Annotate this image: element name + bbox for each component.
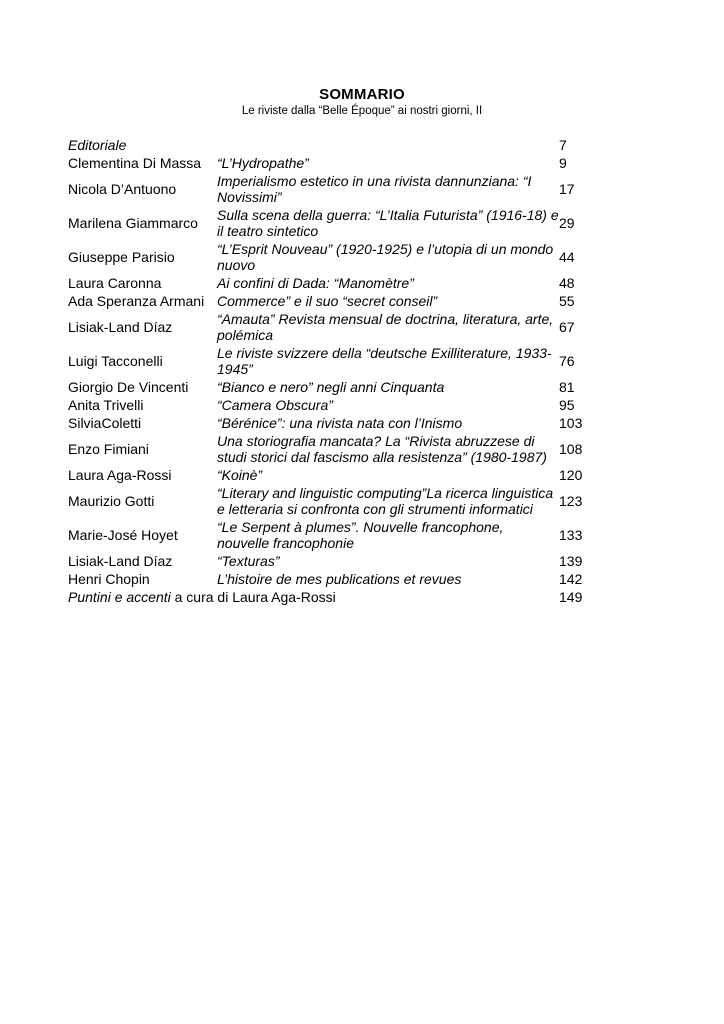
toc-row: [68, 570, 588, 588]
toc-page-number: 133: [559, 527, 583, 543]
toc-author: Luigi Tacconelli: [68, 353, 163, 369]
page-title: SOMMARIO: [319, 86, 405, 103]
toc-article-title: “Texturas”: [217, 553, 280, 569]
toc-author: Ada Speranza Armani: [68, 293, 205, 309]
toc-puntini-rest: a cura di Laura Aga-Rossi: [170, 589, 336, 605]
toc-page-number: 9: [559, 155, 567, 171]
toc-article-title: Ai confini di Dada: “Manomètre”: [217, 275, 414, 291]
toc-page-number: 142: [559, 571, 583, 587]
toc-author: Giuseppe Parisio: [68, 249, 175, 265]
toc-page-number: 7: [559, 137, 567, 153]
toc-row: [68, 206, 588, 240]
toc-page-number: 120: [559, 467, 583, 483]
toc-article-title: Sulla scena della guerra: “L’Italia Futurista” (1916-18) e il teatro sintetico: [217, 207, 559, 239]
toc-article-title: “Koinè”: [217, 467, 263, 483]
table-of-contents: [68, 136, 588, 606]
toc-page-number: 81: [559, 379, 575, 395]
toc-page-number: 44: [559, 249, 575, 265]
toc-author: Clementina Di Massa: [68, 155, 202, 171]
toc-row-puntini: [68, 588, 588, 606]
toc-row: [68, 154, 588, 172]
toc-row: [68, 310, 588, 344]
toc-article-title: “Bérénice”: una rivista nata con l’Inismo: [217, 415, 463, 431]
toc-article-title: Una storiografia mancata? La “Rivista abruzzese di studi storici dal fascismo alla resistenza” (1980-1987): [217, 433, 547, 465]
toc-page-number: 139: [559, 553, 583, 569]
toc-row: [68, 396, 588, 414]
toc-row: [68, 414, 588, 432]
toc-article-title: L’histoire de mes publications et revues: [217, 571, 462, 587]
toc-article-title: “Amauta” Revista mensual de doctrina, literatura, arte, polémica: [217, 311, 554, 343]
toc-page-number: 29: [559, 215, 575, 231]
toc-article-title: “L’Hydropathe”: [217, 155, 309, 171]
toc-author: Giorgio De Vincenti: [68, 379, 189, 395]
toc-row: [68, 240, 588, 274]
toc-row: [68, 484, 588, 518]
toc-row: [68, 378, 588, 396]
toc-author: Lisiak-Land Díaz: [68, 319, 173, 335]
toc-puntini-label: [68, 588, 559, 606]
toc-row: [68, 292, 588, 310]
toc-author: Henri Chopin: [68, 571, 150, 587]
toc-editoriale-label: Editoriale: [68, 137, 127, 153]
toc-row: [68, 552, 588, 570]
toc-page-number: 67: [559, 319, 575, 335]
toc-article-title: Commerce” e il suo “secret conseil”: [217, 293, 438, 309]
toc-author: Marilena Giammarco: [68, 215, 198, 231]
toc-article-title: Imperialismo estetico in una rivista dannunziana: “I Novissimi”: [217, 173, 532, 205]
toc-article-title: “Le Serpent à plumes”. Nouvelle francophone, nouvelle francophonie: [217, 519, 504, 551]
toc-page-number: 17: [559, 181, 575, 197]
toc-page-number: 108: [559, 441, 583, 457]
toc-page-number: 76: [559, 353, 575, 369]
toc-article-title: “Camera Obscura”: [217, 397, 333, 413]
toc-author: SilviaColetti: [68, 415, 142, 431]
toc-row-editoriale: [68, 136, 588, 154]
toc-puntini-italic: Puntini e accenti: [68, 589, 171, 605]
toc-row: [68, 518, 588, 552]
toc-row: [68, 274, 588, 292]
toc-page-number: 95: [559, 397, 575, 413]
toc-row: [68, 432, 588, 466]
toc-author: Laura Aga-Rossi: [68, 467, 172, 483]
toc-row: [68, 344, 588, 378]
toc-row: [68, 466, 588, 484]
toc-page-number: 48: [559, 275, 575, 291]
toc-author: Enzo Fimiani: [68, 441, 149, 457]
toc-author: Anita Trivelli: [68, 397, 144, 413]
toc-article-title: “Bianco e nero” negli anni Cinquanta: [217, 379, 445, 395]
toc-author: Nicola D’Antuono: [68, 181, 177, 197]
toc-row: [68, 172, 588, 206]
toc-page-number: 149: [559, 589, 583, 605]
toc-article-title: Le riviste svizzere della “deutsche Exilliterature, 1933-1945”: [217, 345, 552, 377]
toc-author: Marie-José Hoyet: [68, 527, 178, 543]
toc-article-title: “L’Esprit Nouveau” (1920-1925) e l’utopia di un mondo nuovo: [217, 241, 554, 273]
toc-author: Maurizio Gotti: [68, 493, 155, 509]
toc-author: Laura Caronna: [68, 275, 162, 291]
toc-author: Lisiak-Land Díaz: [68, 553, 173, 569]
toc-page-number: 55: [559, 293, 575, 309]
page-subtitle: Le riviste dalla “Belle Époque” ai nostri giorni, II: [241, 105, 483, 117]
toc-article-title: “Literary and linguistic computing”La ricerca linguistica e letteraria si confronta con gli strumenti informatici: [217, 485, 554, 517]
toc-page-number: 123: [559, 493, 583, 509]
toc-page-number: 103: [559, 415, 583, 431]
